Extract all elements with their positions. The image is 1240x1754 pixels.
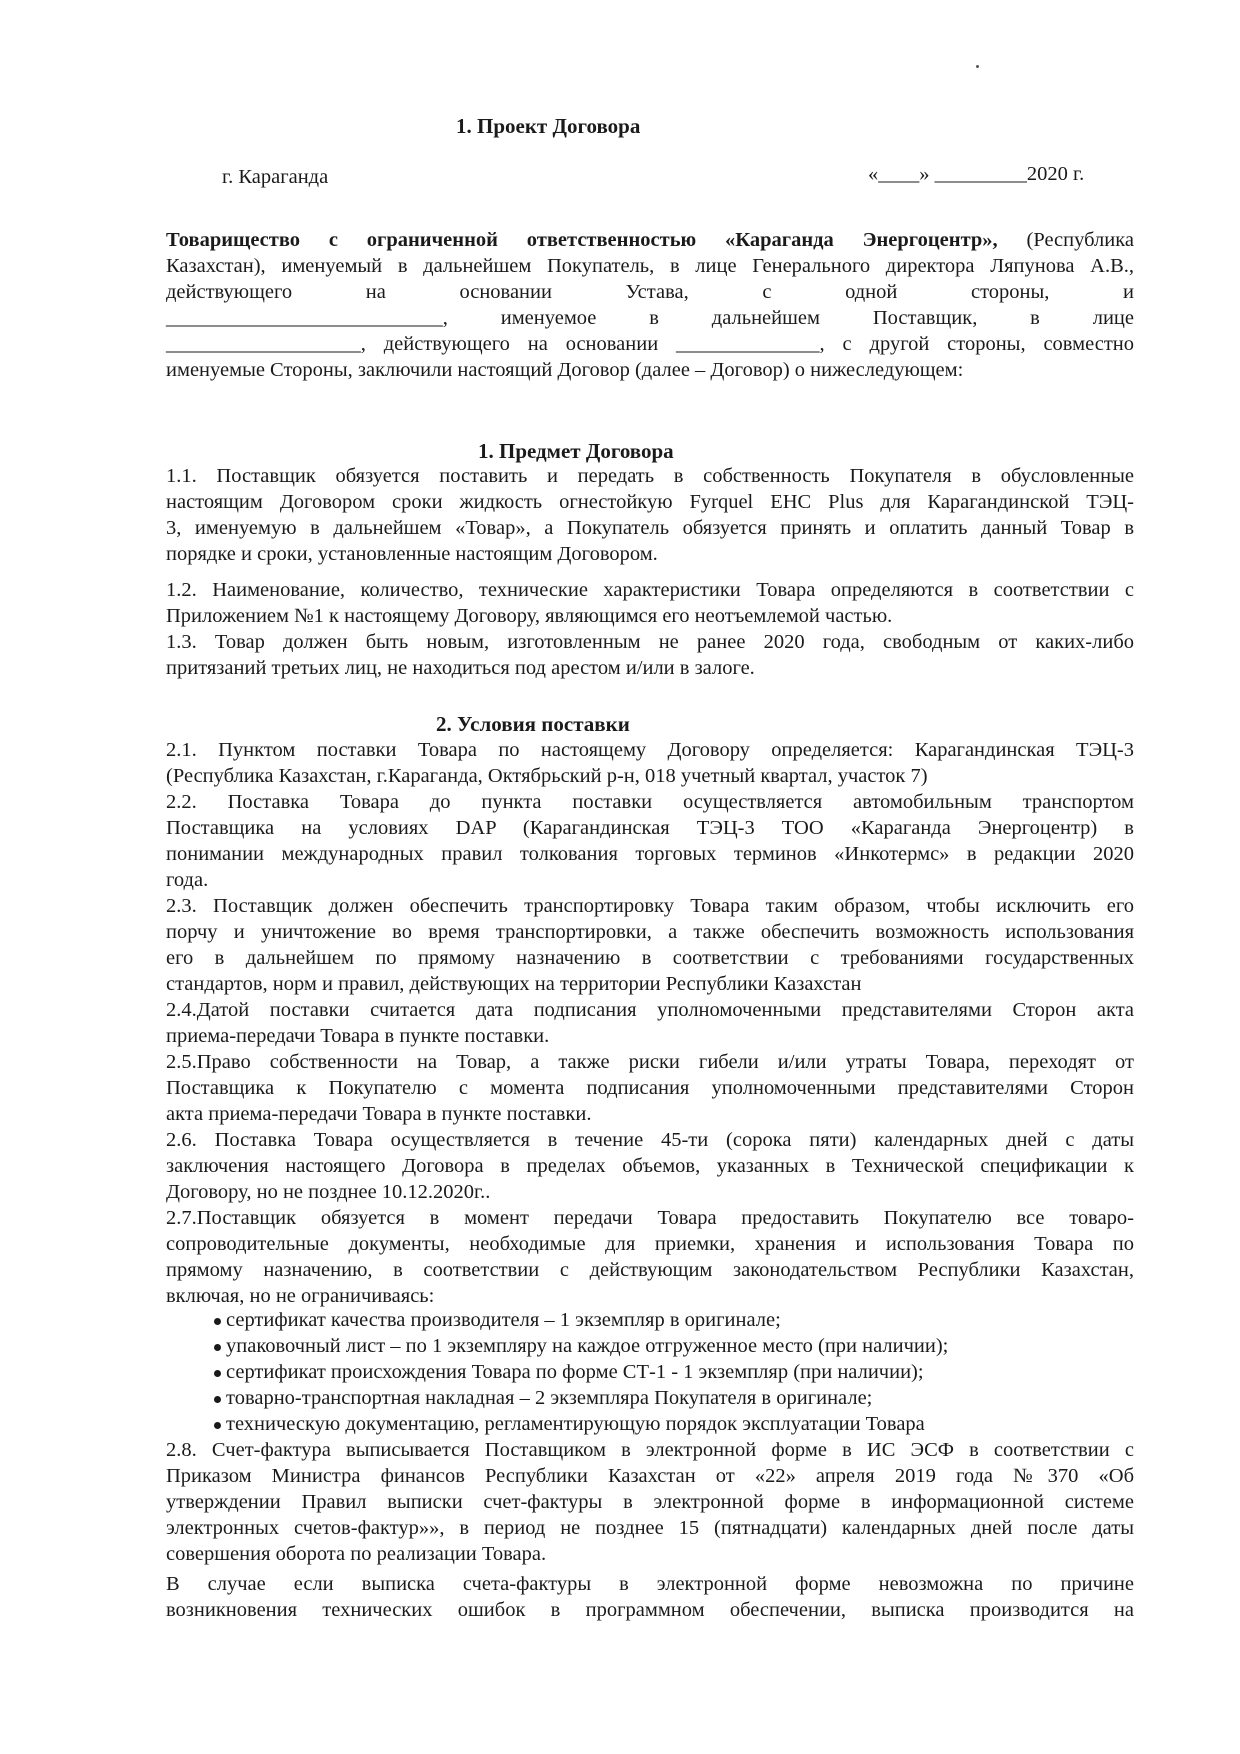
clause-line: 3, именуемую в дальнейшем «Товар», а Покупатель обязуется принять и оплатить данный Товар в [166,517,1134,539]
clause-line: его в дальнейшем по прямому назначению в соответствии с требованиями государственных [166,947,1134,969]
clause-line: возникновения технических ошибок в программном обеспечении, выписка производится на [166,1599,1134,1621]
bullet-icon [214,1422,221,1429]
preamble-line: ___________________, действующего на основании ______________, с другой стороны, совместно [166,333,1134,355]
clause-line: 2.8. Счет-фактура выписывается Поставщиком в электронной форме в ИС ЭСФ в соответствии с [166,1439,1134,1461]
bullet-icon [214,1370,221,1377]
preamble-text: (Республика [997,229,1134,251]
preamble-line [166,226,1134,254]
clause-line: Приказом Министра финансов Республики Казахстан от «22» апреля 2019 года №370 «Об [166,1465,1134,1487]
clause-line: В случае если выписка счета-фактуры в электронной форме невозможна по причине [166,1573,1134,1595]
clause-line: 2.5.Право собственности на Товар, а также риски гибели и/или утраты Товара, переходят от [166,1051,1134,1073]
document-title: 1. Проект Договора [456,114,641,138]
date-field: «____» _________2020 г. [868,163,1085,185]
clause-line: года. [166,869,209,891]
clause-line: Договору, но не позднее 10.12.2020г.. [166,1181,491,1203]
clause-line: 2.1. Пунктом поставки Товара по настоящему Договору определяется: Карагандинская ТЭЦ-3 [166,739,1134,761]
preamble-line: действующего на основании Устава, с одной стороны, и [166,281,1134,303]
clause-line: совершения оборота по реализации Товара. [166,1543,547,1565]
clause-line: 2.2. Поставка Товара до пункта поставки осуществляется автомобильным транспортом [166,791,1134,813]
preamble-line: Казахстан), именуемый в дальнейшем Покупатель, в лице Генерального директора Ляпунова А.В., [166,255,1134,277]
clause-line: порядке и сроки, установленные настоящим Договором. [166,543,658,565]
clause-line: акта приема-передачи Товара в пункте поставки. [166,1103,592,1125]
clause-line: настоящим Договором сроки жидкость огнестойкую Fyrquel EHC Plus для Карагандинской ТЭЦ- [166,491,1134,513]
clause-line: приема-передачи Товара в пункте поставки. [166,1025,550,1047]
list-item: техническую документацию, регламентирующую порядок эксплуатации Товара [226,1413,925,1435]
clause-line: утверждении Правил выписки счет-фактуры в электронной форме в информационной системе [166,1491,1134,1513]
clause-line: 2.4.Датой поставки считается дата подписания уполномоченными представителями Сторон акта [166,999,1134,1021]
bullet-icon [214,1344,221,1351]
bullet-icon [214,1318,221,1325]
clause-line: Приложением №1 к настоящему Договору, являющимся его неотъемлемой частью. [166,605,893,627]
clause-line: 1.1. Поставщик обязуется поставить и передать в собственность Покупателя в обусловленные [166,465,1134,487]
list-item: сертификат качества производителя – 1 экземпляр в оригинале; [226,1309,781,1331]
clause-line: заключения настоящего Договора в пределах объемов, указанных в Технической спецификации к [166,1155,1134,1177]
clause-line: (Республика Казахстан, г.Караганда, Октябрьский р-н, 018 учетный квартал, участок 7) [166,765,928,787]
list-item: товарно-транспортная накладная – 2 экземпляра Покупателя в оригинале; [226,1387,873,1409]
section-heading: 1. Предмет Договора [478,439,674,463]
preamble-line: именуемые Стороны, заключили настоящий Договор (далее – Договор) о нижеследующем: [166,359,964,381]
clause-line: 2.7.Поставщик обязуется в момент передачи Товара предоставить Покупателю все товаро- [166,1207,1134,1229]
clause-line: понимании международных правил толкования торговых терминов «Инкотермс» в редакции 2020 [166,843,1134,865]
preamble-line: ___________________________, именуемое в дальнейшем Поставщик, в лице [166,307,1134,329]
clause-line: притязаний третьих лиц, не находиться под арестом и/или в залоге. [166,657,755,679]
company-name: Товарищество с ограниченной ответственностью «Караганда Энергоцентр», [166,229,998,251]
clause-line: сопроводительные документы, необходимые для приемки, хранения и использования Товара по [166,1233,1134,1255]
clause-line: порчу и уничтожение во время транспортировки, а также обеспечить возможность использования [166,921,1134,943]
scan-speck [976,65,979,68]
bullet-icon [214,1396,221,1403]
clause-line: 2.3. Поставщик должен обеспечить транспортировку Товара таким образом, чтобы исключить его [166,895,1134,917]
clause-line: 1.3. Товар должен быть новым, изготовленным не ранее 2020 года, свободным от каких-либо [166,631,1134,653]
city-label: г. Караганда [222,166,329,188]
list-item: упаковочный лист – по 1 экземпляру на каждое отгруженное место (при наличии); [226,1335,949,1357]
clause-line: электронных счетов-фактур»», в период не позднее 15 (пятнадцати) календарных дней после даты [166,1517,1134,1539]
clause-line: включая, но не ограничиваясь: [166,1285,435,1307]
list-item: сертификат происхождения Товара по форме СТ-1 - 1 экземпляр (при наличии); [226,1361,924,1383]
clause-line: Поставщика к Покупателю с момента подписания уполномоченными представителями Сторон [166,1077,1134,1099]
clause-line: 2.6. Поставка Товара осуществляется в течение 45-ти (сорока пяти) календарных дней с даты [166,1129,1134,1151]
clause-line: стандартов, норм и правил, действующих на территории Республики Казахстан [166,973,862,995]
clause-line: прямому назначению, в соответствии с действующим законодательством Республики Казахстан, [166,1259,1134,1281]
clause-line: Поставщика на условиях DAP (Карагандинская ТЭЦ-3 ТОО «Караганда Энергоцентр) в [166,817,1134,839]
section-heading: 2. Условия поставки [436,712,630,736]
clause-line: 1.2. Наименование, количество, технические характеристики Товара определяются в соответствии с [166,579,1134,601]
